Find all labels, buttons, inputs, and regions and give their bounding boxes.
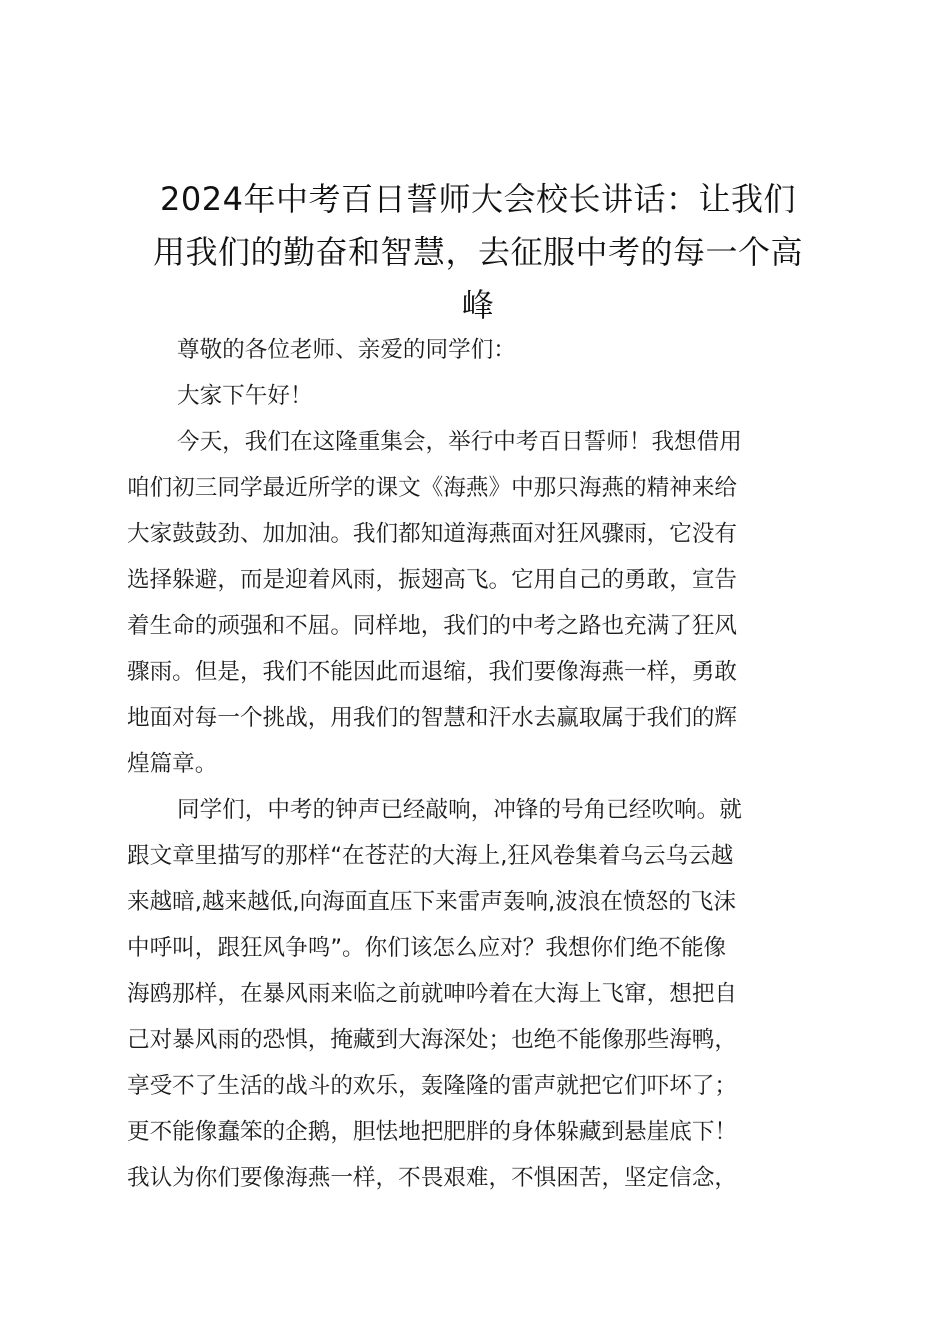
salutation-line: 大家下午好！ xyxy=(177,383,313,409)
paragraph-line: 咱们初三同学最近所学的课文《海燕》中那只海燕的精神来给 xyxy=(127,475,738,501)
paragraph-line: 来越暗,越来越低,向海面直压下来雷声轰响,波浪在愤怒的飞沫 xyxy=(127,889,736,915)
paragraph-line: 今天，我们在这隆重集会，举行中考百日誓师！我想借用 xyxy=(177,429,742,455)
paragraph-line: 更不能像蠢笨的企鹅，胆怯地把肥胖的身体躲藏到悬崖底下！ xyxy=(127,1119,738,1145)
paragraph-line: 跟文章里描写的那样“在苍茫的大海上,狂风卷集着乌云乌云越 xyxy=(127,843,734,869)
title-line: 用我们的勤奋和智慧，去征服中考的每一个高 xyxy=(152,233,803,271)
paragraph-line: 中呼叫，跟狂风争鸣”。你们该怎么应对？我想你们绝不能像 xyxy=(127,935,727,961)
paragraph-line: 己对暴风雨的恐惧，掩藏到大海深处；也绝不能像那些海鸭， xyxy=(127,1027,738,1053)
paragraph-line: 骤雨。但是，我们不能因此而退缩，我们要像海燕一样，勇敢 xyxy=(127,659,738,685)
paragraph-line: 大家鼓鼓劲、加加油。我们都知道海燕面对狂风骤雨，它没有 xyxy=(127,521,738,547)
title-line: 2024年中考百日誓师大会校长讲话：让我们 xyxy=(160,180,796,218)
speech-body xyxy=(127,327,837,1201)
paragraph-line: 着生命的顽强和不屈。同样地，我们的中考之路也充满了狂风 xyxy=(127,613,738,639)
page-title xyxy=(118,173,838,332)
paragraph-line: 我认为你们要像海燕一样，不畏艰难，不惧困苦，坚定信念， xyxy=(127,1165,738,1191)
paragraph-line: 选择躲避，而是迎着风雨，振翅高飞。它用自己的勇敢，宣告 xyxy=(127,567,738,593)
greeting-line: 尊敬的各位老师、亲爱的同学们： xyxy=(177,337,516,363)
paragraph-line: 享受不了生活的战斗的欢乐，轰隆隆的雷声就把它们吓坏了； xyxy=(127,1073,738,1099)
paragraph-line: 煌篇章。 xyxy=(127,751,218,777)
paragraph-line: 地面对每一个挑战，用我们的智慧和汗水去赢取属于我们的辉 xyxy=(127,705,738,731)
paragraph-1 xyxy=(127,419,837,787)
paragraph-line: 海鸥那样，在暴风雨来临之前就呻吟着在大海上飞窜，想把自 xyxy=(127,981,738,1007)
paragraph-2 xyxy=(127,787,837,1201)
paragraph-line: 同学们，中考的钟声已经敲响，冲锋的号角已经吹响。就 xyxy=(177,797,742,823)
title-line: 峰 xyxy=(461,286,495,324)
